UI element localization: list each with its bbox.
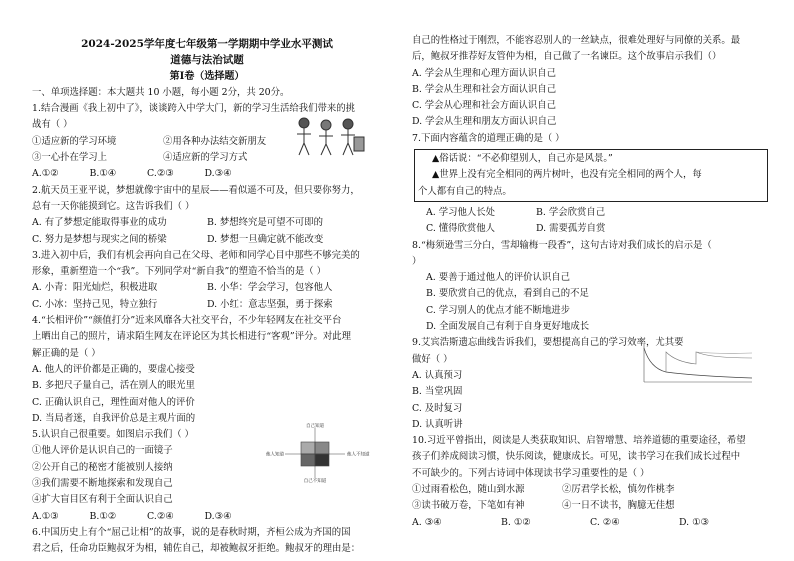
q1-option-a: A.①②	[32, 168, 59, 180]
q10-stem: 不可缺少的。下列古诗词中体现读书学习重要性的是（ ）	[412, 467, 650, 479]
q6-stem: 君之后，任命功臣鲍叔牙为相，辅佐自己，却被鲍叔牙拒绝。鲍叔牙的理由是：	[32, 543, 361, 555]
q8-option-a: A. 要善于通过他人的评价认识自己	[426, 272, 570, 284]
q1-option-c: C.②③	[147, 168, 174, 180]
q7-option-a: A. 学习他人长处	[426, 206, 495, 218]
q5-option-d: D.③④	[204, 510, 232, 522]
q9-option-d: D. 认真听讲	[412, 418, 463, 430]
q2-option-d: D. 梦想一旦确定就不能改变	[207, 233, 324, 245]
q1-option-b: B.①④	[89, 168, 117, 180]
q8-option-b: B. 要欣赏自己的优点，看到自己的不足	[426, 288, 589, 300]
q9-option-c: C. 及时复习	[412, 402, 463, 414]
section-heading: 一、单项选择题：本大题共 10 小题，每小题 2分，共 20分。	[32, 86, 290, 98]
q1-stem: 战有（ ）	[32, 119, 73, 131]
q10-item: ③读书破万卷，下笔如有神	[412, 500, 525, 512]
quad-label-top: 自己知道	[306, 424, 324, 429]
q3-option-c: C. 小冰：坚持己见，特立独行	[32, 298, 158, 310]
quad-label-left: 他人知道	[266, 452, 284, 458]
q10-option-a: A. ③④	[412, 516, 442, 528]
q5-option-c: C.②④	[147, 510, 174, 522]
q2-option-a: A. 有了梦想定能取得事业的成功	[32, 217, 167, 229]
q6-option-a: A. 学会从生理和心理方面认识自己	[412, 67, 556, 79]
q8-stem: 8.“梅须逊雪三分白，雪却输梅一段香”，这句古诗对我们成长的启示是（	[412, 239, 712, 251]
q4-stem: 上晒出自己的照片，请求陌生网友在评论区为其长相进行“客观”评分。对此理	[32, 331, 351, 343]
q7-quote: ▲俗话说：“不必仰望别人，自己亦是风景。”	[432, 153, 613, 165]
exam-title: 2024-2025学年度七年级第一学期期中学业水平测试	[81, 38, 333, 50]
q7-option-c: C. 懂得欣赏他人	[426, 223, 496, 235]
q9-option-a: A. 认真预习	[412, 369, 463, 381]
right-column	[412, 33, 768, 531]
q6-option-d: D. 学会从生理和朋友方面认识自己	[412, 116, 557, 128]
q2-option-b: B. 梦想终究是可望不可即的	[207, 217, 323, 229]
q10-option-c: C. ②④	[590, 516, 620, 528]
q5-item: ②公开自己的秘密才能被别人接纳	[32, 461, 173, 473]
q2-stem: 2.航天员王亚平说，梦想就像宇宙中的星辰——看似遥不可及，但只要你努力，	[32, 184, 360, 196]
q3-stem: 形象，重新塑造一个“我”。下列同学对“新自我”的塑造不恰当的是（ ）	[32, 266, 327, 278]
forgetting-curve-graph	[636, 342, 754, 386]
q7-option-d: D. 需要孤芳自赏	[536, 223, 606, 235]
q8-stem: ）	[412, 255, 422, 267]
q4-option-b: B. 多把尺子量自己，活在别人的眼光里	[32, 380, 195, 392]
q10-item: ②厉君学长松，慎勿作桃李	[562, 484, 675, 496]
q6-option-c: C. 学会从心理和社会方面认识自己	[412, 100, 557, 112]
q9-stem: 9.艾宾浩斯遗忘曲线告诉我们，要想提高自己的学习效率，尤其要	[412, 337, 684, 349]
q4-option-d: D. 当局者迷，自我评价总是主观片面的	[32, 412, 196, 424]
self-awareness-quadrant-figure	[265, 420, 370, 484]
q10-option-b: B. ①②	[501, 516, 531, 528]
q5-option-b: B.①②	[89, 510, 117, 522]
quad-label-bottom: 自己不知道	[303, 479, 327, 484]
q9-stem: 做好（ ）	[412, 353, 453, 365]
q5-item: ③我们需要不断地探索和发现自己	[32, 478, 173, 490]
q6-option-b: B. 学会从生理和社会方面认识自己	[412, 83, 557, 95]
q10-item: ④一日不读书，胸臆无佳想	[562, 500, 675, 512]
q3-option-a: A. 小青：阳光灿烂，积极进取	[32, 282, 158, 294]
q10-stem: 孩子们养成阅读习惯，快乐阅读，健康成长。可见，读书学习在我们成长过程中	[412, 451, 741, 463]
q1-item: ③一心扑在学习上	[32, 152, 108, 164]
q5-option-a: A.①③	[32, 510, 59, 522]
q1-option-d: D.③④	[204, 168, 232, 180]
q10-stem: 10.习近平曾指出，阅读是人类获取知识、启智增慧、培养道德的重要途径，希望	[412, 435, 746, 447]
q1-item: ②用各种办法结交新朋友	[163, 135, 267, 147]
q6-stem: 后，鲍叔牙推荐好友管仲为相，自己做了一名谏臣。这个故事启示我们（）	[412, 51, 722, 63]
q1-item: ④适应新的学习方式	[163, 152, 248, 164]
q8-option-d: D. 全面发展自己有利于自身更好地成长	[426, 321, 590, 333]
q7-quote-box	[414, 149, 768, 202]
q3-option-d: D. 小红：意志坚强，勇于探索	[207, 298, 333, 310]
q10-item: ①过雨看松色，随山到水源	[412, 484, 525, 496]
q1-stem: 1.结合漫画《我上初中了》，谈谈跨入中学大门，新的学习生活给我们带来的挑	[32, 103, 356, 115]
q2-stem: 总有一天你能摸到它。这告诉我们（ ）	[32, 200, 195, 212]
q4-option-a: A. 他人的评价都是正确的，要虚心接受	[32, 363, 195, 375]
q4-stem: 4.“长相评价”“颜值打分”近来风靡各大社交平台，不少年轻网友在社交平台	[32, 315, 342, 327]
cartoon-illustration	[292, 115, 370, 159]
q10-option-d: D. ①③	[679, 516, 709, 528]
q6-stem: 6.中国历史上有个“屈己让相”的故事，说的是春秋时期，齐桓公成为齐国的国	[32, 526, 351, 538]
q3-option-b: B. 小华：学会学习，包容他人	[207, 282, 333, 294]
q5-stem: 5.认识自己很重要。如图启示我们（ ）	[32, 429, 194, 441]
q5-item: ④扩大盲目区有利于全面认识自己	[32, 494, 173, 506]
q7-stem: 7.下面内容蕴含的道理正确的是（ ）	[412, 132, 565, 144]
q4-stem: 解正确的是（ ）	[32, 347, 101, 359]
exam-volume: 第Ⅰ卷（选择题）	[169, 70, 245, 82]
q7-quote: 个人都有自己的特点。	[418, 185, 512, 197]
q8-option-c: C. 学习别人的优点才能不断地进步	[426, 304, 571, 316]
quad-label-right: 他人不知道	[347, 452, 370, 458]
q6-stem: 自己的性格过于刚烈，不能容忍别人的一丝缺点，很难处理好与同僚的关系。最	[412, 35, 741, 46]
q5-item: ①他人评价是认识自己的一面镜子	[32, 445, 173, 457]
q3-stem: 3.进入初中后，我们有机会再向自己在父母、老师和同学心目中那些不够完美的	[32, 249, 360, 261]
q1-item: ①适应新的学习环境	[32, 135, 117, 147]
q2-option-c: C. 努力是梦想与现实之间的桥梁	[32, 233, 167, 245]
q7-option-b: B. 学会欣赏自己	[536, 206, 606, 218]
exam-subject: 道德与法治试题	[170, 54, 244, 67]
q9-option-b: B. 当堂巩固	[412, 386, 463, 398]
q7-quote: ▲世界上没有完全相同的两片树叶，也没有完全相同的两个人，每	[432, 169, 702, 181]
q4-option-c: C. 正确认识自己，理性面对他人的评价	[32, 396, 195, 408]
